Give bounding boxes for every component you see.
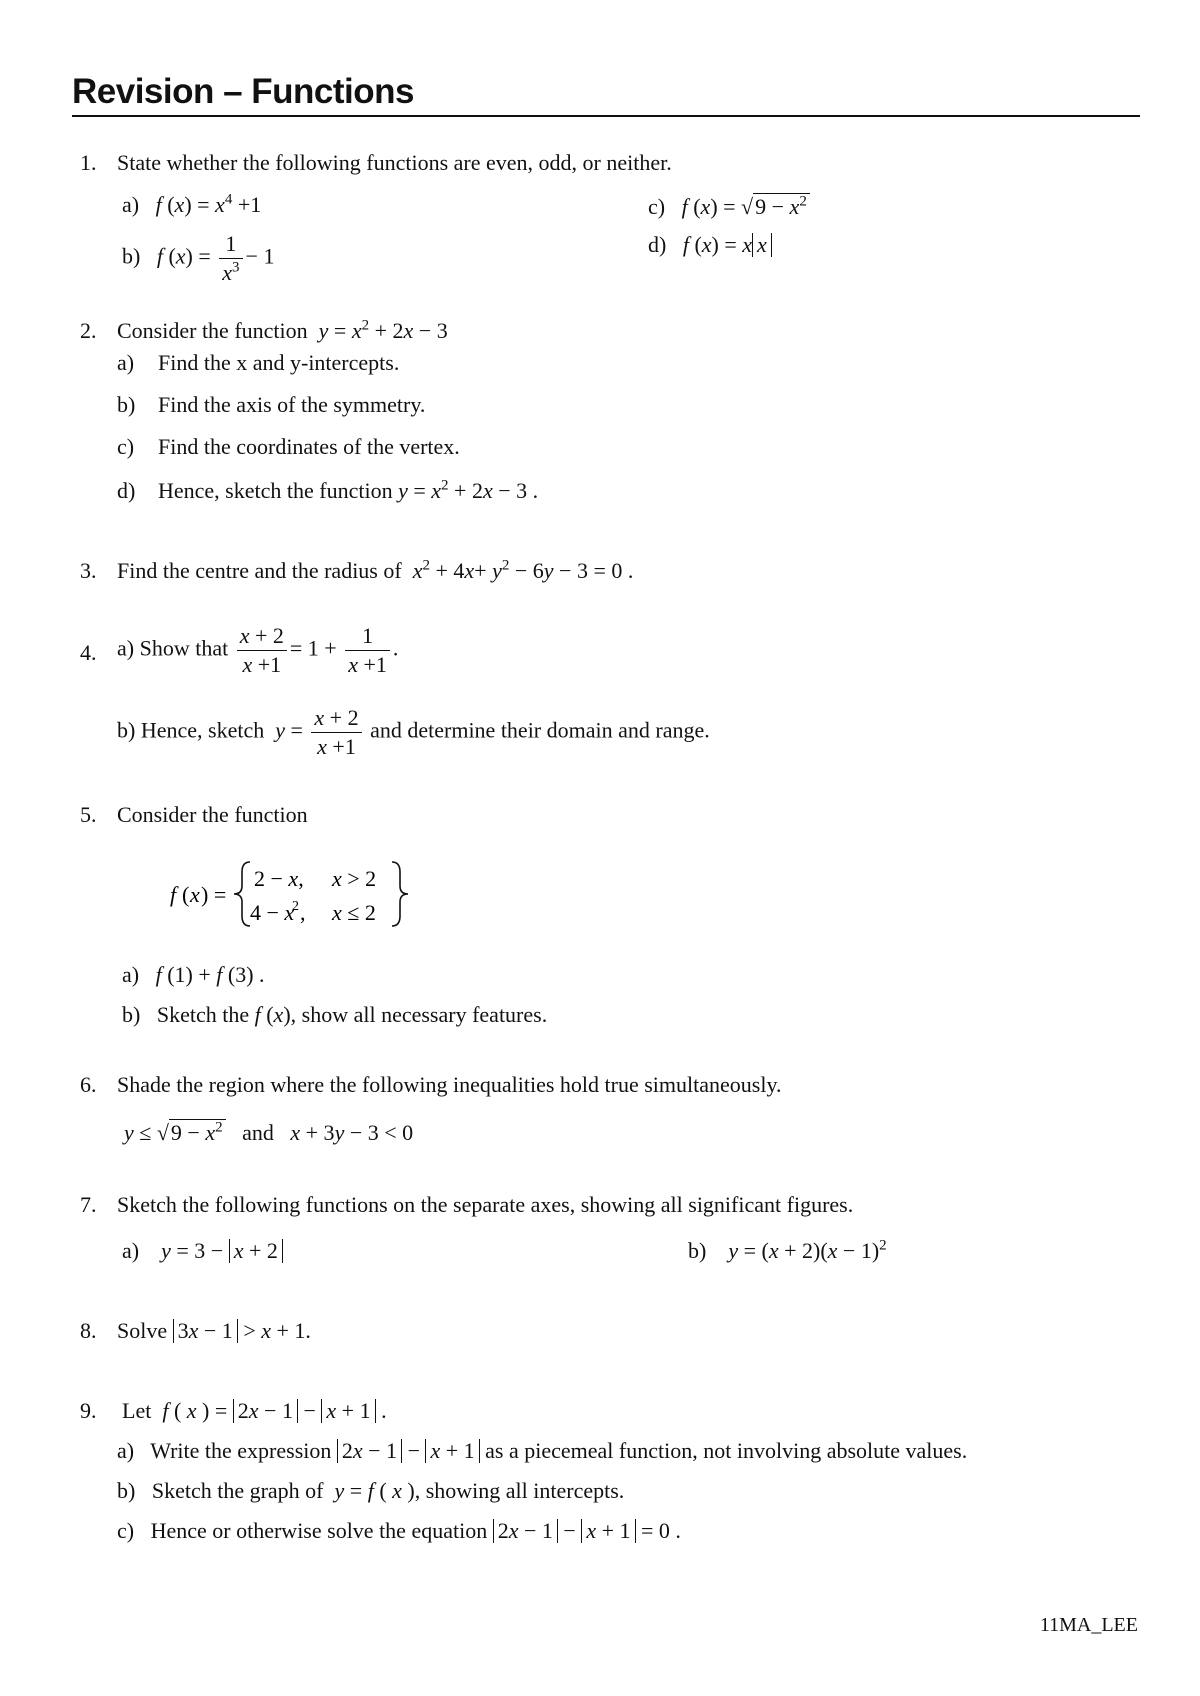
q5b-tail: , show all necessary features. xyxy=(290,1002,548,1027)
q5-piecewise-definition xyxy=(170,858,410,935)
q2d-text: Hence, sketch the function xyxy=(158,478,393,503)
q6-text: Shade the region where the following inequalities hold true simultaneously. xyxy=(117,1072,782,1097)
q3-number: 3. xyxy=(80,558,97,583)
q1b: b) f (x) = $\frac{1}{x^3}$ − 1 xyxy=(122,231,275,285)
svg-text:,: , xyxy=(300,900,306,925)
q9a-tail: as a piecemeal function, not involving absolute values. xyxy=(485,1438,968,1463)
svg-text:) =: ) = xyxy=(201,882,227,907)
svg-text:x > 2: x > 2 xyxy=(332,866,377,891)
q1c-label: c) xyxy=(648,194,666,219)
q2a-text: Find the x and y-intercepts. xyxy=(158,350,400,375)
q1c: c) f $(x) = √9 - x^2$ xyxy=(648,194,810,220)
q9-number: 9. xyxy=(80,1398,97,1423)
q4b-tail: and determine their domain and range. xyxy=(370,717,710,743)
q8-number: 8. xyxy=(80,1318,97,1343)
q7-text: Sketch the following functions on the separate axes, showing all significant figures. xyxy=(117,1192,854,1217)
q2c-text: Find the coordinates of the vertex. xyxy=(158,434,460,459)
q1-number: 1. xyxy=(80,150,97,175)
q9a-text: Write the expression xyxy=(150,1438,332,1463)
svg-text:2 − x,: 2 − x, xyxy=(254,866,304,891)
q2b-label: b) xyxy=(117,392,136,417)
q9-lead-text: Let xyxy=(122,1398,152,1423)
q9c: c) Hence or otherwise solve the equation 2x − 1 − x + 1 = 0 . xyxy=(117,1518,681,1543)
svg-text:x ≤ 2: x ≤ 2 xyxy=(332,900,376,925)
q1d-label: d) xyxy=(648,232,667,257)
svg-text:4 − x: 4 − x xyxy=(250,900,295,925)
q5-number: 5. xyxy=(80,802,97,827)
svg-text:2: 2 xyxy=(292,899,299,914)
q5-text: Consider the function xyxy=(117,802,308,827)
q7a-label: a) xyxy=(122,1238,140,1263)
q9b-tail: , showing all intercepts. xyxy=(414,1478,625,1503)
svg-text:(: ( xyxy=(182,882,190,907)
q2-number: 2. xyxy=(80,318,97,343)
q2a-label: a) xyxy=(117,350,135,375)
q3-text: Find the centre and the radius of xyxy=(117,558,402,583)
q2c-label: c) xyxy=(117,434,135,459)
q6-number: 6. xyxy=(80,1072,97,1097)
page-title: Revision – Functions xyxy=(72,72,414,111)
q5a-label: a) xyxy=(122,962,140,987)
q7a: a) y = 3 − x + 2 xyxy=(122,1238,283,1264)
q8: Solve 3x − 1 > x + 1. xyxy=(117,1318,311,1343)
q9b-text: Sketch the graph of xyxy=(151,1478,324,1503)
q5-piecewise-svg xyxy=(170,858,410,930)
q7-number: 7. xyxy=(80,1192,97,1217)
q9b: b) Sketch the graph of y = f ( x ), showing all intercepts. xyxy=(117,1478,625,1503)
q2d-label: d) xyxy=(117,478,136,503)
q1b-label: b) xyxy=(122,243,141,269)
q1a: a) f $(x) = x^4 +1$ xyxy=(122,191,262,217)
q4b-text: b) Hence, sketch xyxy=(117,717,265,743)
q2d: Hence, sketch the function $y = x^2 + 2x - 3$ . xyxy=(158,477,539,503)
q9c-text: Hence or otherwise solve the equation xyxy=(150,1518,488,1543)
svg-text:x: x xyxy=(190,882,200,907)
q6-and: and xyxy=(242,1120,274,1145)
q2-lead: Consider the function $y = x^2 + 2x - 3$ xyxy=(117,317,448,343)
q5a: a) f (1) + f (3) . xyxy=(122,962,265,987)
footer-code: 11MA_LEE xyxy=(1039,1614,1138,1636)
q8-text: Solve xyxy=(117,1318,168,1343)
q9a: a) Write the expression 2x − 1 − x + 1 as a piecemeal function, not involving absolute values. xyxy=(117,1438,968,1463)
q5b-label: b) xyxy=(122,1002,141,1027)
q2b-text: Find the axis of the symmetry. xyxy=(158,392,426,417)
q7b: b) $y = (x + 2)(x - 1)^2$ xyxy=(688,1237,887,1263)
svg-text:f: f xyxy=(170,882,177,907)
q4-number: 4. xyxy=(80,640,97,665)
q4b: b) Hence, sketch y = $\frac{x + 2}{x +1}$ and determine their domain and range. xyxy=(117,705,710,759)
q2-lead-text: Consider the function xyxy=(117,318,308,343)
q1a-label: a) xyxy=(122,192,140,217)
title-underline xyxy=(72,115,1140,117)
q9c-label: c) xyxy=(117,1518,135,1543)
q1-text: State whether the following functions are even, odd, or neither. xyxy=(117,150,672,175)
q5b: b) Sketch the f (x), show all necessary features. xyxy=(122,1002,548,1027)
q9b-label: b) xyxy=(117,1478,136,1503)
q3: Find the centre and the radius of $x^2 + 4x+ y^2 - 6y - 3 = 0$ . xyxy=(117,557,634,583)
q4a: a) Show that $\frac{x + 2}{x +1}$ = 1 + $\frac{1}{x +1}$ . xyxy=(117,623,399,677)
q5b-text: Sketch the xyxy=(156,1002,250,1027)
q4a-text: a) Show that xyxy=(117,635,229,661)
q9a-label: a) xyxy=(117,1438,135,1463)
q9-lead: Let f ( x ) = 2x − 1 − x + 1 . xyxy=(122,1398,387,1423)
q1d: d) f (x) = x x xyxy=(648,232,772,258)
q6-inequalities: $y \le √9 - x^2$ and x + 3y − 3 < 0 xyxy=(124,1119,414,1145)
q7b-label: b) xyxy=(688,1238,707,1263)
